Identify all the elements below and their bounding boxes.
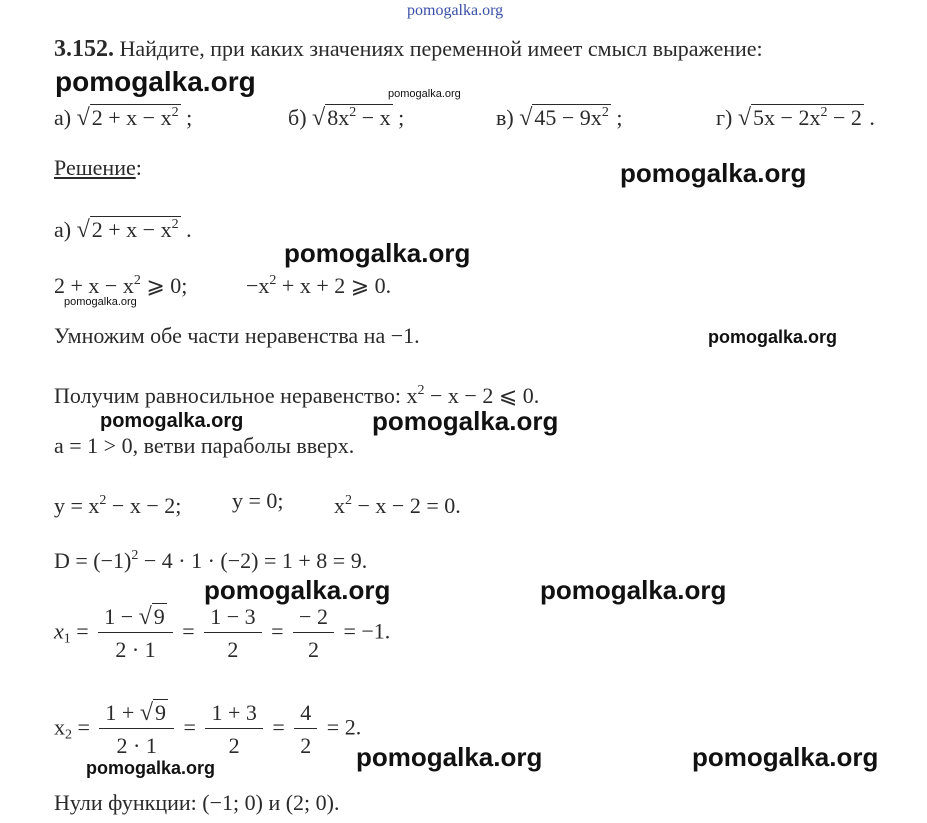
problem-text: Найдите, при каких значениях переменной имеет смысл выражение: xyxy=(119,36,763,61)
equation-y3: $x^2 - x - 2 = 0$. xyxy=(334,493,461,518)
problem-part-b: б) $√8x^2 - x$ ; xyxy=(288,105,405,131)
solution-heading: Решение: xyxy=(54,155,142,180)
discriminant: $D = (-1)^2 - 4 \cdot 1 \cdot (-2) = 1 + 8 = 9$. xyxy=(54,548,368,573)
watermark-3: pomogalka.org xyxy=(620,158,807,188)
watermark-6: pomogalka.org xyxy=(708,327,838,347)
line-equivalent: Получим равносильное неравенство: $x^2 - x - 2$ ⩽ 0. xyxy=(54,383,540,408)
line-multiply: Умножим обе части неравенства на −1. xyxy=(54,323,420,348)
watermark-13: pomogalka.org xyxy=(692,742,879,772)
watermark-9: pomogalka.org xyxy=(204,575,391,605)
x2-fraction-3: $\frac{4}{2}$ xyxy=(294,700,317,759)
root-x2: $x_2$ = $\frac{1 + √9}{2 \cdot 1}$ = $\frac{1 + 3}{2}$ = $\frac{4}{2}$ = 2. xyxy=(54,700,362,758)
line-branches: a = 1 > 0, ветви параболы вверх. xyxy=(54,433,355,458)
x1-fraction-1: $\frac{1 - √9}{2 \cdot 1}$ xyxy=(98,604,173,663)
root-x1: $x_1$ = $\frac{1 - √9}{2 \cdot 1}$ = $\frac{1 - 3}{2}$ = $\frac{- 2}{2}$ = −1. xyxy=(54,604,391,662)
inequality-1: $2 + x - x^2$ ⩾ 0; xyxy=(54,273,188,298)
function-zeros: Нули функции: (−1; 0) и (2; 0). xyxy=(54,790,340,815)
problem-number: 3.152. xyxy=(54,36,114,62)
watermark-4: pomogalka.org xyxy=(284,238,471,268)
problem-part-a: а) $√2 + x - x^2$ ; xyxy=(54,105,193,131)
x2-fraction-1: $\frac{1 + √9}{2 \cdot 1}$ xyxy=(99,700,174,759)
x1-fraction-3: $\frac{- 2}{2}$ xyxy=(293,604,334,663)
watermark-5-small: pomogalka.org xyxy=(64,296,137,308)
watermark-8: pomogalka.org xyxy=(372,406,559,436)
watermark-1: pomogalka.org xyxy=(55,66,256,97)
watermark-12: pomogalka.org xyxy=(356,742,543,772)
x1-fraction-2: $\frac{1 - 3}{2}$ xyxy=(204,604,261,663)
inequality-2: $-x^2 + x + 2$ ⩾ 0. xyxy=(246,273,392,298)
x2-fraction-2: $\frac{1 + 3}{2}$ xyxy=(205,700,262,759)
watermark-top: pomogalka.org xyxy=(407,2,504,19)
watermark-11: pomogalka.org xyxy=(86,758,216,778)
problem-part-c: в) $√45 - 9x^2$ ; xyxy=(496,105,623,131)
solution-part-a: а) $√2 + x - x^2$ . xyxy=(54,217,192,243)
problem-part-d: г) $√5x - 2x^2 - 2$ . xyxy=(716,105,875,131)
problem-statement xyxy=(54,36,763,62)
equation-y1: $y = x^2 - x - 2$; xyxy=(54,493,182,518)
watermark-10: pomogalka.org xyxy=(540,575,727,605)
watermark-7: pomogalka.org xyxy=(100,410,244,432)
equation-y2: y = 0; xyxy=(232,488,284,513)
watermark-2-small: pomogalka.org xyxy=(388,88,461,100)
